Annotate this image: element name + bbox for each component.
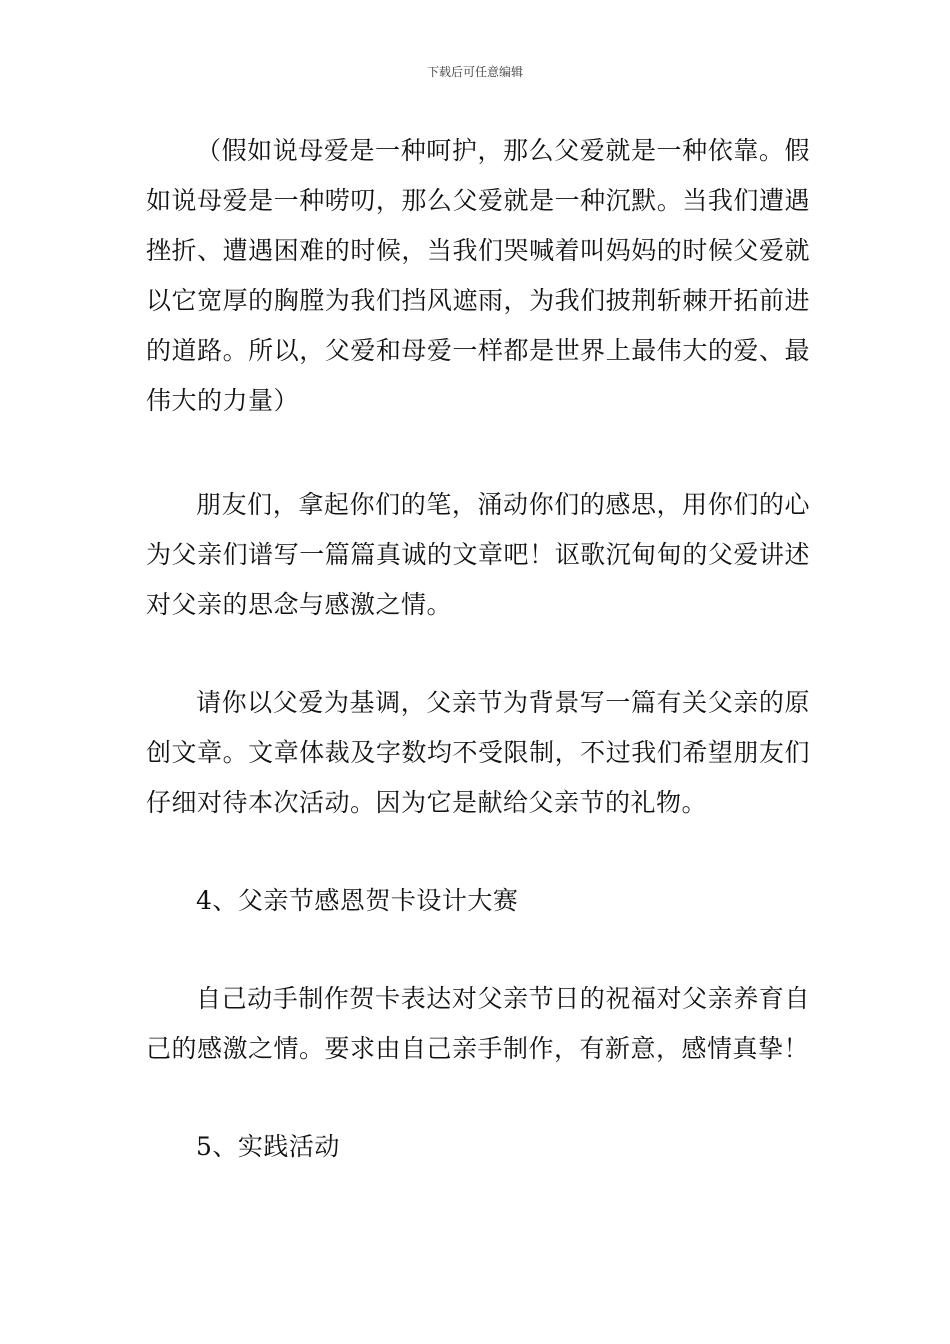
document-body bbox=[146, 126, 810, 1172]
section-heading-practice: 5、实践活动 bbox=[196, 1132, 340, 1161]
paragraph-father-love: （假如说母爱是一种呵护，那么父爱就是一种依靠。假如说母爱是一种唠叨，那么父爱就是一种沉默。当我们遭遇挫折、遭遇困难的时候，当我们哭喊着叫妈妈的时候父爱就以它宽厚的胸膛为我们挡风遮雨，为我们披荆斩棘开拓前进的道路。所以，父爱和母爱一样都是世界上最伟大的爱、最伟大的力量） bbox=[146, 136, 810, 415]
section-heading-card-contest: 4、父亲节感恩贺卡设计大赛 bbox=[196, 886, 519, 915]
paragraph-writing-rules: 请你以父爱为基调，父亲节为背景写一篇有关父亲的原创文章。文章体裁及字数均不受限制，不过我们希望朋友们仔细对待本次活动。因为它是献给父亲节的礼物。 bbox=[146, 688, 810, 817]
paragraph-spacer bbox=[146, 828, 810, 876]
paragraph-card-contest: 自己动手制作贺卡表达对父亲节日的祝福对父亲养育自己的感激之情。要求由自己亲手制作，有新意，感情真挚！ bbox=[146, 984, 810, 1063]
paragraph-spacer bbox=[146, 630, 810, 678]
paragraph-spacer bbox=[146, 426, 810, 480]
page-header: 下载后可任意编辑 bbox=[426, 65, 523, 79]
paragraph-call-to-write: 朋友们，拿起你们的笔，涌动你们的感思，用你们的心为父亲们谱写一篇篇真诚的文章吧！讴歌沉甸甸的父爱讲述对父亲的思念与感激之情。 bbox=[146, 490, 810, 619]
paragraph-spacer bbox=[146, 926, 810, 974]
paragraph-spacer bbox=[146, 1074, 810, 1122]
